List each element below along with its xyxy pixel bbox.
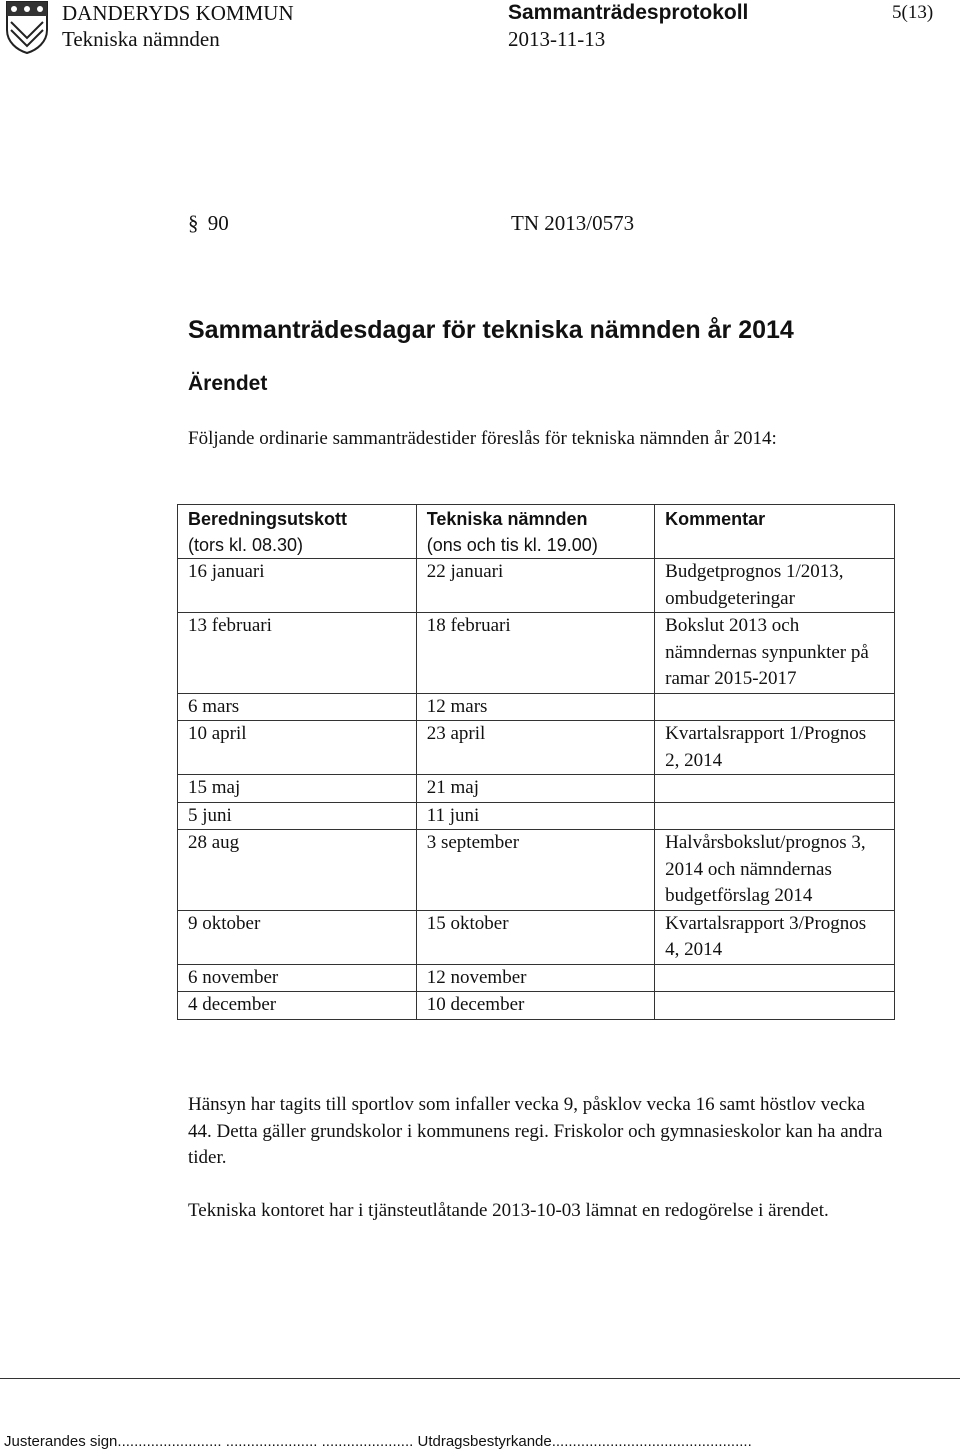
header-title: Beredningsutskott [188,509,348,529]
page-number: 5(13) [892,2,934,23]
cell-tekniska-namnden: 12 mars [416,693,654,721]
doc-date: 2013-11-13 [508,27,606,51]
cell-kommentar [655,964,895,992]
cell-tekniska-namnden: 21 maj [416,775,654,803]
cell-beredningsutskott: 16 januari [178,559,417,613]
header-title: Kommentar [665,509,766,529]
cell-tekniska-namnden: 18 februari [416,613,654,694]
tekniska-kontoret-paragraph: Tekniska kontoret har i tjänsteutlåtande 2013-10-03 lämnat en redogörelse i ärendet. [188,1200,829,1221]
cell-kommentar: Kvartalsrapport 1/Prognos 2, 2014 [655,721,895,775]
table-row [178,721,895,775]
table-header-row [178,505,895,559]
table-row [178,910,895,964]
table-row [178,802,895,830]
cell-beredningsutskott: 15 maj [178,775,417,803]
table-row [178,613,895,694]
cell-tekniska-namnden: 10 december [416,992,654,1020]
cell-beredningsutskott: 6 mars [178,693,417,721]
paragraph-symbol: § [188,211,199,235]
footer-signature-line [4,1433,752,1450]
cell-beredningsutskott: 10 april [178,721,417,775]
cell-tekniska-namnden: 23 april [416,721,654,775]
table-row [178,992,895,1020]
cell-kommentar: Halvårsbokslut/prognos 3, 2014 och nämndernas budgetförslag 2014 [655,830,895,911]
cell-kommentar [655,775,895,803]
holiday-note-paragraph: Hänsyn har tagits till sportlov som infaller vecka 9, påsklov vecka 16 samt höstlov vecka 44. Detta gäller grundskolor i kommunens regi. Friskolor och gymnasieskolor kan ha andra tider. [188,1094,883,1168]
table-row [178,964,895,992]
cell-beredningsutskott: 28 aug [178,830,417,911]
header-cell [178,505,417,559]
cell-beredningsutskott: 6 november [178,964,417,992]
cell-kommentar [655,693,895,721]
header-cell [416,505,654,559]
cell-tekniska-namnden: 22 januari [416,559,654,613]
meeting-dates-table [177,504,895,1020]
page-title: Sammanträdesdagar för tekniska nämnden år 2014 [188,316,794,344]
cell-beredningsutskott: 5 juni [178,802,417,830]
footer-divider [0,1378,960,1379]
org-name: DANDERYDS KOMMUN [62,1,294,25]
cell-beredningsutskott: 13 februari [178,613,417,694]
cell-kommentar [655,802,895,830]
cell-beredningsutskott: 4 december [178,992,417,1020]
header-subtitle: (ons och tis kl. 19.00) [426,535,598,555]
section-line [188,211,635,236]
cell-tekniska-namnden: 3 september [416,830,654,911]
doc-type: Sammanträdesprotokoll [508,1,749,24]
section-number: 90 [207,211,229,235]
department-name: Tekniska nämnden [62,27,220,51]
cell-beredningsutskott: 9 oktober [178,910,417,964]
cell-tekniska-namnden: 11 juni [416,802,654,830]
cell-kommentar: Kvartalsrapport 3/Prognos 4, 2014 [655,910,895,964]
table-row [178,559,895,613]
intro-paragraph: Följande ordinarie sammanträdestider föreslås för tekniska nämnden år 2014: [188,428,777,449]
cell-tekniska-namnden: 15 oktober [416,910,654,964]
municipality-crest-logo [5,0,49,54]
cell-kommentar: Budgetprognos 1/2013, ombudgeteringar [655,559,895,613]
table-row [178,830,895,911]
case-id: TN 2013/0573 [511,211,635,235]
table-row [178,693,895,721]
justerandes-sign-label: Justerandes sign......................... [4,1433,222,1450]
cell-tekniska-namnden: 12 november [416,964,654,992]
header-cell [655,505,895,559]
cell-kommentar: Bokslut 2013 och nämndernas synpunkter på ramar 2015-2017 [655,613,895,694]
header-title: Tekniska nämnden [426,509,588,529]
cell-kommentar [655,992,895,1020]
subheading-arendet: Ärendet [188,372,268,395]
table-row [178,775,895,803]
header-subtitle: (tors kl. 08.30) [188,535,304,555]
signature-dots: ...................... ...................... [225,1433,414,1450]
utdragsbestyrkande-label: Utdragsbestyrkande................................................ [417,1433,752,1450]
